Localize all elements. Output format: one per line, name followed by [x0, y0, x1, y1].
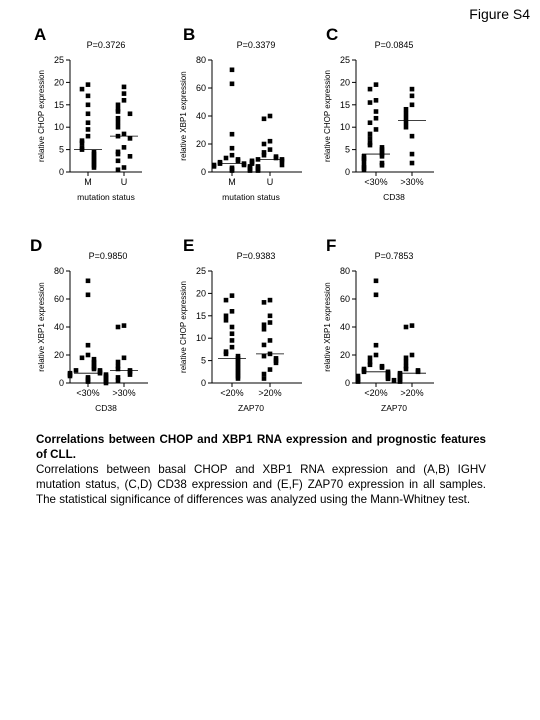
- panel-c-point: [410, 87, 415, 92]
- panel-e-point: [268, 314, 273, 319]
- panel-e-point: [230, 309, 235, 314]
- panel-c-point: [374, 82, 379, 87]
- panel-e-point: [262, 343, 267, 348]
- caption-title: Correlations between CHOP and XBP1 RNA expression and prognostic features of CLL.: [36, 433, 486, 461]
- panel-e-point: [274, 361, 279, 366]
- panel-b-y-tick-label: 0: [200, 167, 206, 177]
- panel-b-y-tick-label: 80: [195, 55, 206, 65]
- panel-e-p-value: P=0.9383: [236, 251, 276, 261]
- panel-a-category-label: M: [84, 177, 92, 187]
- panel-b-point: [262, 153, 267, 158]
- panel-e-point: [268, 338, 273, 343]
- panel-e-point: [262, 354, 267, 359]
- panel-d-point: [86, 279, 91, 284]
- panel-f-point: [410, 353, 415, 358]
- panel-c-category-label: >30%: [400, 177, 424, 187]
- panel-a-y-tick-label: 20: [53, 77, 64, 88]
- panel-f-point: [368, 363, 373, 368]
- panel-c-y-tick-label: 15: [339, 99, 350, 110]
- panel-f-point: [374, 293, 379, 298]
- panel-a-point: [86, 103, 91, 108]
- panel-c-y-tick-label: 25: [339, 55, 350, 65]
- panel-a-point: [86, 127, 91, 132]
- panel-f-y-tick-label: 80: [339, 266, 350, 276]
- panel-b-point: [230, 68, 235, 73]
- panel-b-category-label: M: [228, 177, 236, 187]
- panel-a-point: [122, 132, 127, 137]
- panel-f-y-tick-label: 40: [339, 322, 350, 332]
- panel-e-category-label: >20%: [258, 388, 282, 398]
- panel-b-point: [248, 168, 253, 173]
- panel-e-point: [262, 327, 267, 332]
- panel-a-point: [128, 111, 133, 116]
- panel-e-point: [268, 367, 273, 372]
- panel-e-y-tick-label: 10: [195, 333, 206, 344]
- panel-c-point: [404, 107, 409, 112]
- panel-d-point: [116, 378, 121, 383]
- panel-f-point: [404, 360, 409, 365]
- panel-b-y-tick-label: 60: [195, 83, 206, 93]
- panel-a-point: [92, 165, 97, 170]
- panel-f-point: [368, 356, 373, 361]
- figure-label: Figure S4: [469, 6, 530, 22]
- panel-f-point: [380, 365, 385, 370]
- panel-c-y-tick-label: 5: [344, 144, 350, 155]
- panel-c-point: [404, 111, 409, 116]
- panel-c-point: [362, 159, 367, 164]
- panel-c-y-tick-label: 20: [339, 77, 350, 88]
- panel-c-point: [380, 154, 385, 159]
- panel-d-point: [86, 343, 91, 348]
- panel-d-y-tick-label: 80: [53, 266, 64, 276]
- panel-b-point: [262, 142, 267, 147]
- panel-b-point: [230, 146, 235, 151]
- panel-d-point: [104, 381, 109, 386]
- panel-e-point: [230, 338, 235, 343]
- panel-c-point: [368, 143, 373, 148]
- panel-d-y-tick-label: 40: [53, 322, 64, 332]
- panel-d-letter: D: [30, 236, 43, 255]
- panel-a-x-label: mutation status: [77, 192, 135, 202]
- panel-e-point: [224, 314, 229, 319]
- panel-c-point: [380, 163, 385, 168]
- panel-e-point: [224, 352, 229, 357]
- panel-f-x-label: ZAP70: [381, 403, 407, 413]
- panel-a-point: [86, 120, 91, 125]
- panel-d-p-value: P=0.9850: [88, 251, 128, 261]
- panel-d-y-label: relative XBP1 expression: [37, 282, 46, 372]
- panel-f-point: [398, 379, 403, 384]
- panel-a-y-label: relative CHOP expression: [37, 70, 46, 162]
- panel-f-point: [404, 325, 409, 330]
- panel-d-point: [122, 323, 127, 328]
- panel-f-p-value: P=0.7853: [374, 251, 414, 261]
- panel-e-point: [230, 345, 235, 350]
- panel-a-point: [122, 98, 127, 103]
- panel-e-y-tick-label: 5: [200, 355, 206, 366]
- panel-b-point: [268, 114, 273, 119]
- panel-a-point: [116, 103, 121, 108]
- panel-c-point: [374, 109, 379, 114]
- panel-e-y-label: relative CHOP expression: [179, 281, 188, 373]
- panel-f-point: [374, 343, 379, 348]
- panel-c-point: [374, 127, 379, 132]
- panel-f-point: [386, 377, 391, 382]
- panel-e-y-tick-label: 0: [200, 378, 206, 388]
- panel-f-letter: F: [326, 236, 337, 255]
- panel-b-point: [230, 82, 235, 87]
- panel-a-y-tick-label: 0: [58, 167, 64, 177]
- panel-e-point: [224, 318, 229, 323]
- panel-d-point: [122, 356, 127, 361]
- panel-e-x-label: ZAP70: [238, 403, 264, 413]
- panel-a-point: [116, 116, 121, 121]
- panel-a-point: [86, 111, 91, 116]
- panel-d-point: [86, 293, 91, 298]
- panel-a-point: [122, 91, 127, 96]
- panel-b-point: [236, 159, 241, 164]
- panel-b-point: [230, 132, 235, 137]
- panel-a-point: [80, 87, 85, 92]
- panel-d-y-tick-label: 20: [53, 350, 64, 360]
- panel-a-point: [116, 152, 121, 157]
- panel-d-point: [86, 353, 91, 358]
- panel-c-point: [374, 98, 379, 103]
- panel-f-point: [392, 378, 397, 383]
- panel-a-point: [86, 94, 91, 99]
- panel-e-point: [224, 298, 229, 303]
- panel-e-point: [230, 293, 235, 298]
- panel-a-point: [122, 85, 127, 90]
- panel-a-point: [116, 120, 121, 125]
- panel-b-point: [280, 163, 285, 168]
- panel-b-x-label: mutation status: [222, 192, 280, 202]
- panel-e-point: [262, 372, 267, 377]
- panel-a-y-tick-label: 10: [53, 122, 64, 133]
- panel-e-point: [230, 325, 235, 330]
- panel-b-point: [262, 117, 267, 122]
- panel-c-point: [374, 116, 379, 121]
- panel-b-letter: B: [183, 25, 196, 44]
- panel-f-y-tick-label: 60: [339, 294, 350, 304]
- panel-b-point: [250, 161, 255, 166]
- panel-a-point: [86, 134, 91, 139]
- panel-c-point: [368, 132, 373, 137]
- panel-c-point: [368, 136, 373, 141]
- panel-d-point: [86, 379, 91, 384]
- panel-a-point: [116, 167, 121, 172]
- panel-b-category-label: U: [266, 177, 274, 187]
- panel-b-point: [268, 147, 273, 152]
- panel-d-y-tick-label: 60: [53, 294, 64, 304]
- panel-c-point: [410, 134, 415, 139]
- panel-e-point: [262, 322, 267, 327]
- panel-a-point: [116, 125, 121, 130]
- panel-c-point: [410, 161, 415, 166]
- panel-d-category-label: >30%: [112, 388, 136, 398]
- panel-a-point: [116, 159, 121, 164]
- panel-c-point: [410, 103, 415, 108]
- panel-e-y-tick-label: 25: [195, 266, 206, 276]
- figure-caption: [36, 432, 486, 507]
- panel-c-x-label: CD38: [383, 192, 405, 202]
- panel-a-y-tick-label: 25: [53, 55, 64, 65]
- panel-c-y-tick-label: 10: [339, 122, 350, 133]
- panel-c-point: [368, 120, 373, 125]
- panel-d-point: [116, 325, 121, 330]
- panel-e-letter: E: [183, 236, 195, 255]
- panel-c-point: [368, 100, 373, 105]
- panel-c-y-tick-label: 0: [344, 167, 350, 177]
- panel-c-point: [404, 116, 409, 121]
- panel-d-y-tick-label: 0: [58, 378, 64, 388]
- panel-d-point: [80, 356, 85, 361]
- panel-a-y-tick-label: 5: [58, 144, 64, 155]
- panel-f-y-tick-label: 20: [339, 350, 350, 360]
- panel-f-category-label: <20%: [364, 388, 388, 398]
- panel-e-point: [262, 300, 267, 305]
- panel-c-y-label: relative CHOP expression: [323, 70, 332, 162]
- panel-f-y-label: relative XBP1 expression: [323, 282, 332, 372]
- panel-e-point: [230, 331, 235, 336]
- panel-b-y-tick-label: 20: [195, 139, 206, 149]
- panel-e-category-label: <20%: [220, 388, 244, 398]
- panel-a-y-tick-label: 15: [53, 99, 64, 110]
- panel-c-category-label: <30%: [364, 177, 388, 187]
- panel-f-category-label: >20%: [400, 388, 424, 398]
- panel-b-p-value: P=0.3379: [236, 40, 276, 50]
- panel-d-point: [68, 374, 73, 379]
- panel-b-y-label: relative XBP1 expression: [179, 71, 188, 161]
- panel-b-point: [256, 168, 261, 173]
- panel-b-point: [268, 139, 273, 144]
- panel-c-point: [404, 120, 409, 125]
- panel-a-point: [128, 154, 133, 159]
- panel-f-point: [410, 323, 415, 328]
- panel-c-letter: C: [326, 25, 339, 44]
- panel-a-category-label: U: [120, 177, 128, 187]
- panel-a-point: [116, 109, 121, 114]
- panel-d-point: [92, 367, 97, 372]
- panel-d-point: [116, 360, 121, 365]
- panel-a-point: [128, 136, 133, 141]
- panel-c-p-value: P=0.0845: [374, 40, 414, 50]
- panel-d-point: [128, 372, 133, 377]
- panel-b-point: [230, 153, 235, 158]
- panel-e-y-tick-label: 15: [195, 310, 206, 321]
- panel-a-letter: A: [34, 25, 47, 44]
- panel-e-point: [268, 298, 273, 303]
- panel-c-point: [410, 152, 415, 157]
- panel-e-y-tick-label: 20: [195, 288, 206, 299]
- panel-f-point: [404, 367, 409, 372]
- panel-a-point: [80, 141, 85, 146]
- panel-f-point: [404, 356, 409, 361]
- panel-e-point: [236, 376, 241, 381]
- panel-b-point: [224, 156, 229, 161]
- panel-a-point: [122, 145, 127, 150]
- panel-d-category-label: <30%: [76, 388, 100, 398]
- panel-c-point: [368, 87, 373, 92]
- panel-b-point: [212, 164, 217, 169]
- panel-f-point: [356, 379, 361, 384]
- panel-c-point: [362, 167, 367, 172]
- panel-f-y-tick-label: 0: [344, 378, 350, 388]
- panel-a-point: [86, 82, 91, 87]
- panel-f-point: [374, 279, 379, 284]
- caption-body: Correlations between basal CHOP and XBP1 RNA expression and (A,B) IGHV mutation status, (C,D) CD38 expression and (E,F) ZAP70 expression in all samples. The statistical significance of differences was analyzed using the Mann-Whitney test.: [36, 463, 486, 506]
- panel-b-y-tick-label: 40: [195, 111, 206, 121]
- panel-a-point: [122, 165, 127, 170]
- panel-c-point: [410, 94, 415, 99]
- panel-c-point: [404, 125, 409, 130]
- panel-e-point: [268, 320, 273, 325]
- panel-a-p-value: P=0.3726: [86, 40, 126, 50]
- panel-e-point: [262, 376, 267, 381]
- panel-f-point: [374, 353, 379, 358]
- panel-d-point: [74, 368, 79, 373]
- panel-d-x-label: CD38: [95, 403, 117, 413]
- panel-b-point: [230, 168, 235, 173]
